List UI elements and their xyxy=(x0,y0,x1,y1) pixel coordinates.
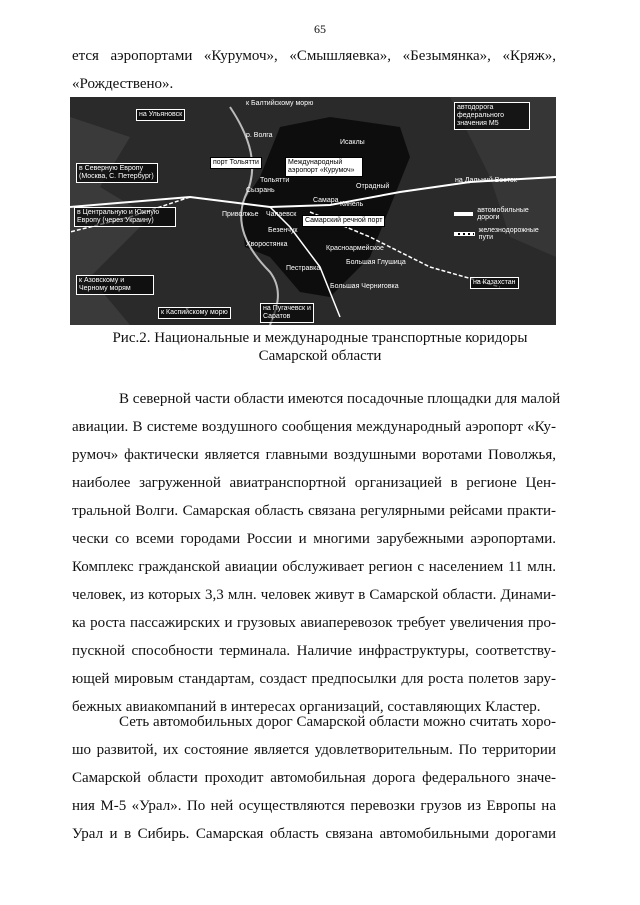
text-line: тральной Волги. Самарская область связана регулярными рейсами практи- xyxy=(72,503,556,519)
map-label: порт Тольятти xyxy=(210,157,262,169)
paragraph-aviation xyxy=(72,385,561,721)
text-line: Сеть автомобильных дорог Самарской области можно считать хоро- xyxy=(119,714,556,730)
map-label: Сызрань xyxy=(246,187,275,194)
intro-paragraph xyxy=(72,42,556,98)
text-line: Урал и в Сибирь. Самарская область связана автомобильными дорогами xyxy=(72,826,556,842)
text-line: В северной части области имеются посадочные площадки для малой xyxy=(119,391,561,407)
figure-caption xyxy=(0,329,640,365)
map-label: в Центральную и Южную Европу (через Украину) xyxy=(74,207,176,227)
map-label: Большая Черниговка xyxy=(330,283,399,290)
legend-label: железнодорожные пути xyxy=(478,227,539,241)
text-line: шо развитой, их состояние является удовлетворительным. По территории xyxy=(72,742,556,758)
page-number: 65 xyxy=(314,22,326,36)
map-label: автодорога федерального значения М5 xyxy=(454,102,530,130)
paragraph-roads xyxy=(72,708,556,848)
text-line: Комплекс гражданской авиации обслуживает регион с населением 11 млн. xyxy=(72,559,556,575)
text-line: чески со всеми городами России и многими зарубежными аэропортами. xyxy=(72,531,556,547)
map-label: на Пугачевск и Саратов xyxy=(260,303,314,323)
text-line: ния М-5 «Урал». По ней осуществляются перевозки грузов из Европы на xyxy=(72,798,556,814)
map-label: к Азовскому и Черному морям xyxy=(76,275,154,295)
map-label: р. Волга xyxy=(246,132,273,139)
map-label: Исаклы xyxy=(340,139,365,146)
map-label: на Казахстан xyxy=(470,277,519,289)
text-line: пускной способности терминала. Наличие инфраструктуры, соответству- xyxy=(72,643,556,659)
map-label: на Дальний Восток xyxy=(455,177,517,184)
legend-item-rails xyxy=(454,227,550,241)
rail-line-icon xyxy=(454,232,475,236)
map-label: Самарский речной порт xyxy=(302,215,385,227)
text-line: человек, из которых 3,3 млн. человек живут в Самарской области. Динами- xyxy=(72,587,556,603)
map-label: на Ульяновск xyxy=(136,109,185,121)
map-label: Большая Глушица xyxy=(346,259,406,266)
map-label: Хворостянка xyxy=(246,241,288,248)
text-line: наиболее загруженной авиатранспортной организацией в регионе Цен- xyxy=(72,475,556,491)
map-label: Красноармейское xyxy=(326,245,384,252)
map-legend xyxy=(454,207,550,247)
text-line: «Рождествено». xyxy=(72,76,174,92)
text-line: ется аэропортами «Курумоч», «Смышляевка», «Безымянка», «Кряж», xyxy=(72,48,556,64)
text-line: Самарской области проходит автомобильная дорога федерального значе- xyxy=(72,770,556,786)
map-label: к Балтийскому морю xyxy=(246,100,314,107)
map-label: в Северную Европу (Москва, С. Петербург) xyxy=(76,163,158,183)
text-line: бежных авиакомпаний в интересах организаций, составляющих Кластер. xyxy=(72,699,541,715)
map-label: Безенчук xyxy=(268,227,298,234)
text-line: ка роста пассажирских и грузовых авиаперевозок требует увеличения про- xyxy=(72,615,556,631)
map-label: Самара xyxy=(313,197,339,204)
legend-label: автомобильные дороги xyxy=(477,207,529,221)
road-line-icon xyxy=(454,212,473,216)
map-label: Чапаевск xyxy=(266,211,297,218)
map-label: Приволжье xyxy=(222,211,259,218)
map-label: к Каспийскому морю xyxy=(158,307,231,319)
map-label: Кинель xyxy=(340,201,364,208)
caption-line: Самарской области xyxy=(258,348,382,364)
map-label: Пестравка xyxy=(286,265,321,272)
map-label: Отрадный xyxy=(356,183,390,190)
caption-line: Рис.2. Национальные и международные транспортные коридоры xyxy=(112,330,528,346)
transport-map-figure xyxy=(70,97,556,325)
map-label: Международный аэропорт «Курумоч» xyxy=(285,157,363,177)
text-line: румоч» фактически является главными воздушными воротами Поволжья, xyxy=(72,447,556,463)
text-line: авиации. В системе воздушного сообщения международный аэропорт «Ку- xyxy=(72,419,556,435)
legend-item-roads xyxy=(454,207,550,221)
map-label: Тольятти xyxy=(260,177,290,184)
text-line: ющей мировым стандартам, создаст предпосылки для роста полетов зару- xyxy=(72,671,556,687)
